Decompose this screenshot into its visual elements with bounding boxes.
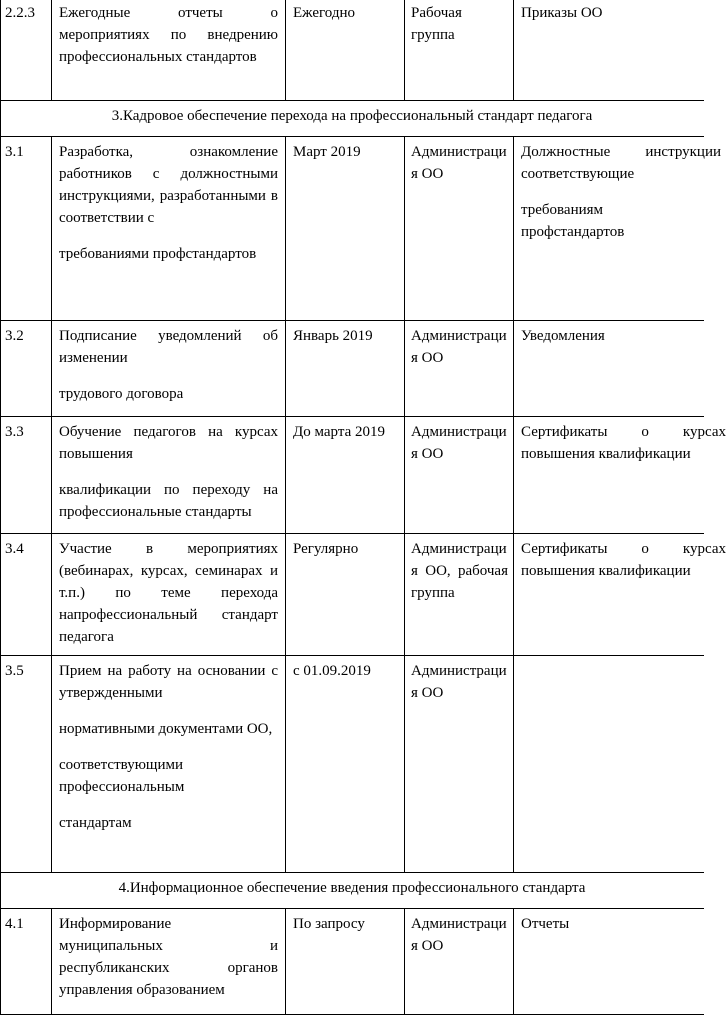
activity-text: квалификации по переходу на профессиональные стандарты [59, 482, 278, 520]
term-cell: с 01.09.2019 [293, 663, 371, 679]
responsible-cell: Администрация ОО [411, 424, 507, 462]
row-number: 2.2.3 [5, 5, 35, 21]
result-cell [521, 325, 704, 347]
result-text: Сертификаты о курсах повышения квалификации [521, 424, 726, 462]
activity-cell [59, 913, 278, 1001]
responsible-cell: Администрация ОО [411, 144, 507, 182]
activity-text: Прием на работу на основании с утвержденными [59, 663, 278, 701]
activity-text: требованиями профстандартов [59, 246, 257, 262]
result-cell [521, 538, 726, 582]
term-cell: Регулярно [293, 541, 359, 557]
row-number: 3.5 [5, 663, 24, 679]
row-number: 3.1 [5, 144, 24, 160]
result-text: Должностные инструкции соответствующие [521, 144, 721, 182]
responsible-cell: Администрация ОО, рабочая группа [411, 541, 508, 601]
result-text: Отчеты [521, 916, 570, 932]
activity-text: нормативными документами ОО, [59, 721, 273, 737]
term-cell: До марта 2019 [293, 424, 385, 440]
activity-text: Информирование муниципальных и республиканских органов управления образованием [59, 916, 278, 998]
activity-text: Разработка, ознакомление работников с должностными инструкциями, разработанными в соответствии с [59, 144, 278, 226]
row-border [0, 908, 704, 909]
row-border [0, 320, 704, 321]
term-cell: Март 2019 [293, 144, 361, 160]
col-border [404, 136, 405, 872]
result-text: Уведомления [521, 328, 605, 344]
result-text: Приказы ОО [521, 5, 603, 21]
activity-text: соответствующими профессиональным [59, 757, 185, 795]
row-border [0, 655, 704, 656]
result-text: Сертификаты о курсах повышения квалификации [521, 541, 726, 579]
row-border [0, 100, 704, 101]
result-cell [521, 421, 726, 465]
col-border [513, 0, 514, 100]
col-border [285, 136, 286, 872]
activity-text: Подписание уведомлений об изменении [59, 328, 278, 366]
col-border [0, 0, 1, 1015]
section-heading: 3.Кадровое обеспечение перехода на профессиональный стандарт педагога [111, 108, 593, 124]
activity-cell [59, 660, 278, 834]
col-border [513, 136, 514, 872]
responsible-cell: Администрация ОО [411, 663, 507, 701]
term-cell: Ежегодно [293, 5, 355, 21]
row-border [0, 416, 704, 417]
activity-text: Обучение педагогов на курсах повышения [59, 424, 278, 462]
col-border [285, 0, 286, 100]
row-number: 4.1 [5, 916, 24, 932]
col-border [404, 908, 405, 1015]
activity-cell [59, 2, 278, 68]
activity-cell [59, 141, 278, 265]
activity-cell [59, 538, 278, 648]
col-border [51, 136, 52, 872]
activity-text: стандартам [59, 815, 132, 831]
row-border [0, 1014, 704, 1015]
row-number: 3.4 [5, 541, 24, 557]
row-number: 3.2 [5, 328, 24, 344]
col-border [51, 908, 52, 1015]
responsible-cell: Рабочая группа [411, 5, 462, 43]
responsible-cell: Администрация ОО [411, 916, 507, 954]
result-cell [521, 2, 704, 24]
result-cell [521, 913, 704, 935]
section-heading: 4.Информационное обеспечение введения профессионального стандарта [118, 880, 586, 896]
row-number: 3.3 [5, 424, 24, 440]
col-border [404, 0, 405, 100]
result-text: требованиям профстандартов [521, 202, 625, 240]
activity-cell [59, 421, 278, 523]
result-cell [521, 141, 721, 243]
col-border [51, 0, 52, 100]
col-border [285, 908, 286, 1015]
activity-cell [59, 325, 278, 405]
responsible-cell: Администрация ОО [411, 328, 507, 366]
row-border [0, 872, 704, 873]
col-border [513, 908, 514, 1015]
activity-text: трудового договора [59, 386, 184, 402]
term-cell: Январь 2019 [293, 328, 373, 344]
row-border [0, 533, 704, 534]
term-cell: По запросу [293, 916, 365, 932]
row-border [0, 136, 704, 137]
activity-text: Ежегодные отчеты о мероприятиях по внедрению профессиональных стандартов [59, 5, 278, 65]
activity-text: Участие в мероприятиях (вебинарах, курсах, семинарах и т.п.) по теме перехода напрофессиональный стандарт педагога [59, 541, 278, 645]
